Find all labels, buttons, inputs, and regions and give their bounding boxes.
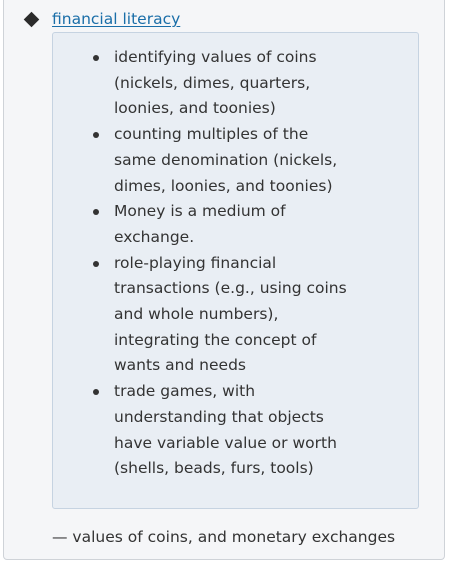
summary-text: — values of coins, and monetary exchanges — [52, 528, 396, 546]
elaborations-list — [93, 45, 353, 482]
financial-literacy-link[interactable]: financial literacy — [52, 10, 181, 28]
list-item — [93, 251, 353, 380]
bullet-dot-icon — [93, 389, 99, 395]
list-item — [93, 122, 353, 199]
list-item — [93, 45, 353, 122]
list-item-text: Money is a medium of exchange. — [114, 202, 286, 246]
bullet-dot-icon — [93, 55, 99, 61]
bullet-dot-icon — [93, 261, 99, 267]
list-item-text: identifying values of coins (nickels, dimes, quarters, loonies, and toonies) — [114, 48, 317, 118]
elaborations-box — [52, 32, 419, 509]
bullet-dot-icon — [93, 209, 99, 215]
topic-header — [22, 10, 180, 28]
diamond-bullet-icon — [24, 11, 40, 27]
list-item-text: trade games, with understanding that objects have variable value or worth (shells, beads, furs, tools) — [114, 382, 337, 478]
list-item — [93, 379, 353, 482]
list-item-text: role-playing financial transactions (e.g., using coins and whole numbers), integrating the concept of wants and needs — [114, 253, 347, 375]
list-item — [93, 199, 353, 250]
list-item-text: counting multiples of the same denomination (nickels, dimes, loonies, and toonies) — [114, 125, 338, 195]
bullet-dot-icon — [93, 132, 99, 138]
